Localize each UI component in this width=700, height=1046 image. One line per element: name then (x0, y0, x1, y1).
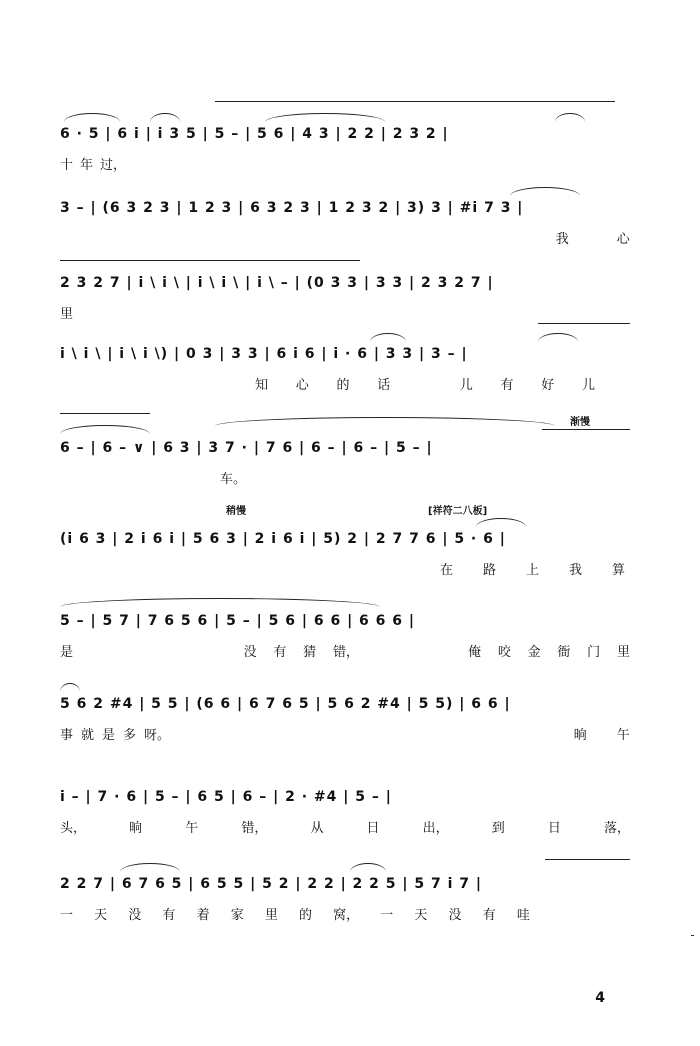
notation-line: i \ i \ | i \ i \) | 0 3 | 3 3 | 6 i 6 | i · 6 | 3 3 | 3 – | (60, 346, 468, 362)
score-row-2 (60, 197, 630, 267)
slur (265, 113, 385, 122)
lyric: 午 (185, 820, 199, 836)
lyric-line (220, 467, 280, 487)
lyric: 出， (422, 820, 449, 836)
lyric: 有 (162, 907, 176, 923)
lyric: 没 (448, 907, 462, 923)
lyric: 家 (230, 907, 244, 923)
notation-line: 5 – | 5 7 | 7 6 5 6 | 5 – | 5 6 | 6 6 | 6 6 6 | (60, 613, 416, 629)
notation-line: 3 – | (6 3 2 3 | 1 2 3 | 6 3 2 3 | 1 2 3 2 | 3) 3 | #i 7 3 | (60, 200, 524, 216)
lyric: 有 (500, 377, 514, 393)
lyric: 的 (298, 907, 312, 923)
lyric: 天 (94, 907, 108, 923)
lyric: 金 (527, 644, 541, 660)
lyric: 哇 (516, 907, 530, 923)
lyric: 午 (616, 727, 630, 743)
lyric: 没 (243, 644, 257, 660)
slur (555, 113, 585, 122)
slur (120, 863, 180, 872)
lyric: 上 (525, 562, 539, 578)
lyric-line (60, 302, 630, 322)
lyric: 的 (336, 377, 350, 393)
lyric-line (60, 816, 630, 836)
lyric: 车。 (220, 471, 247, 487)
lyric-line (60, 903, 530, 923)
lyric: 儿 (581, 377, 595, 393)
lyric: 错， (332, 644, 359, 660)
page-number: 4 (595, 990, 605, 1006)
slur (215, 417, 555, 426)
lyric: 咬 (497, 644, 511, 660)
score-row-5 (60, 417, 630, 507)
section-label: [祥符二八板] (428, 506, 488, 517)
lyric: 年 (80, 157, 94, 173)
lyric-line (60, 153, 630, 173)
phrase-line (60, 413, 150, 414)
slur (64, 113, 120, 122)
score-row-4 (60, 343, 630, 413)
lyric: 有 (273, 644, 287, 660)
phrase-line (542, 429, 630, 430)
lyric: 错， (241, 820, 268, 836)
lyric: 话 (377, 377, 391, 393)
lyric: 我 (555, 231, 569, 247)
lyric: 是 (60, 644, 74, 660)
lyric: 路 (482, 562, 496, 578)
lyric: 里 (616, 644, 630, 660)
notation-line: 6 · 5 | 6 i | i̇ 3 5 | 5 – | 5 6 | 4 3 | 2 2 | 2 3 2 | (60, 126, 449, 142)
lyric: 是 (102, 727, 116, 743)
lyric: 天 (414, 907, 428, 923)
lyric: 过， (100, 157, 127, 173)
phrase-line (545, 859, 630, 860)
score-row-6 (60, 506, 630, 598)
lyric: 晌 (129, 820, 143, 836)
lyric: 猜 (303, 644, 317, 660)
lyric: 衙 (557, 644, 571, 660)
phrase-line (538, 323, 630, 324)
slur (60, 683, 80, 692)
lyric: 落， (603, 820, 630, 836)
notation-line: (i 6 3 | 2 i 6 i | 5 6 3 | 2 i 6 i | 5) 2 | 2 7 7 6 | 5 · 6 | (60, 531, 506, 547)
lyric: 事 (60, 727, 74, 743)
lyric: 多 (123, 727, 137, 743)
slur (60, 425, 150, 434)
lyric: 十 (60, 157, 74, 173)
slur (476, 518, 526, 527)
slur (350, 863, 386, 872)
lyric: 日 (547, 820, 561, 836)
phrase-line (215, 101, 615, 102)
lyric: 从 (310, 820, 324, 836)
lyric: 有 (482, 907, 496, 923)
lyric: 一 (380, 907, 394, 923)
score-row-1 (60, 123, 630, 193)
lyric: 好 (541, 377, 555, 393)
lyric-line (440, 558, 625, 578)
lyric: 儿 (459, 377, 473, 393)
lyric: 着 (196, 907, 210, 923)
lyric: 呀。 (144, 727, 171, 743)
phrase-line (60, 260, 360, 261)
lyric: 心 (295, 377, 309, 393)
lyric: 头， (60, 820, 87, 836)
lyric: 门 (587, 644, 601, 660)
score-row-10 (60, 873, 630, 943)
lyric: 算 (611, 562, 625, 578)
lyric: 没 (128, 907, 142, 923)
score-row-9 (60, 786, 630, 856)
lyric: 到 (491, 820, 505, 836)
slur (60, 598, 380, 607)
lyric: 一 (60, 907, 74, 923)
lyric: 俺 (468, 644, 482, 660)
slur (150, 113, 180, 122)
lyric: 窝， (333, 907, 360, 923)
lyric: 里 (264, 907, 278, 923)
score-row-8 (60, 693, 630, 763)
lyric-line (255, 373, 595, 393)
score-row-7 (60, 610, 630, 680)
lyric-line (60, 640, 630, 660)
score-row-3 (60, 272, 630, 342)
notation-line: 2 3 2 7 | i \ i \ | i \ i \ | i \ – | (0 3 3 | 3 3 | 2 3 2 7 | (60, 275, 494, 291)
lyric: 在 (440, 562, 454, 578)
tempo-marking: 稍慢 (226, 506, 246, 517)
lyric: 就 (81, 727, 95, 743)
margin-mark (691, 935, 694, 936)
tempo-marking: 渐慢 (570, 417, 590, 428)
lyric: 里 (60, 306, 74, 322)
lyric: 心 (616, 231, 630, 247)
notation-line: 5 6 2 #4 | 5 5 | (6 6 | 6 7 6 5 | 5 6 2 #4 | 5 5) | 6 6 | (60, 696, 511, 712)
notation-line: i – | 7 · 6 | 5 – | 6 5 | 6 – | 2 · #4 | 5 – | (60, 789, 392, 805)
lyric: 我 (568, 562, 582, 578)
lyric-line (60, 723, 630, 743)
lyric: 晌 (573, 727, 587, 743)
notation-line: 2 2 7 | 6 7 6 5 | 6 5 5 | 5 2 | 2 2 | 2 2 5 | 5 7 i 7 | (60, 876, 483, 892)
lyric: 日 (366, 820, 380, 836)
lyric-line (60, 227, 630, 247)
lyric: 知 (255, 377, 269, 393)
notation-line: 6 – | 6 – ∨ | 6 3 | 3 7 · | 7 6 | 6 – | 6 – | 5 – | (60, 440, 433, 456)
